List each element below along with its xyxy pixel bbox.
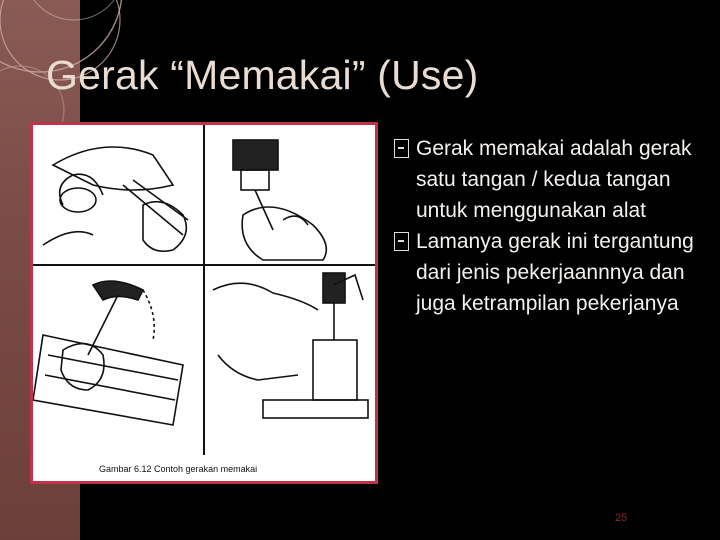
- figure-caption: Gambar 6.12 Contoh gerakan memakai: [99, 464, 258, 474]
- bullet-box-icon: [394, 232, 409, 251]
- bullet-box-icon: [394, 139, 409, 158]
- tool-use-illustration: [33, 125, 375, 481]
- page-number: 25: [615, 512, 628, 524]
- paintbrush-drawing: [233, 140, 326, 260]
- scissors-cutting-drawing: [43, 147, 188, 251]
- bullet-text: Lamanya gerak ini tergantung dari jenis pekerjaannnya dan juga ketrampilan pekerjanya: [416, 230, 694, 315]
- illustration-figure: [30, 122, 378, 484]
- bullet-item: [394, 133, 704, 226]
- hammer-drawing: [33, 281, 183, 425]
- bullet-text: Gerak memakai adalah gerak satu tangan / kedua tangan untuk menggunakan alat: [416, 137, 692, 222]
- bullet-item: [394, 226, 704, 319]
- slide-title: Gerak “Memakai” (Use): [46, 52, 479, 98]
- drill-press-drawing: [213, 273, 368, 418]
- bullet-list: [394, 133, 704, 319]
